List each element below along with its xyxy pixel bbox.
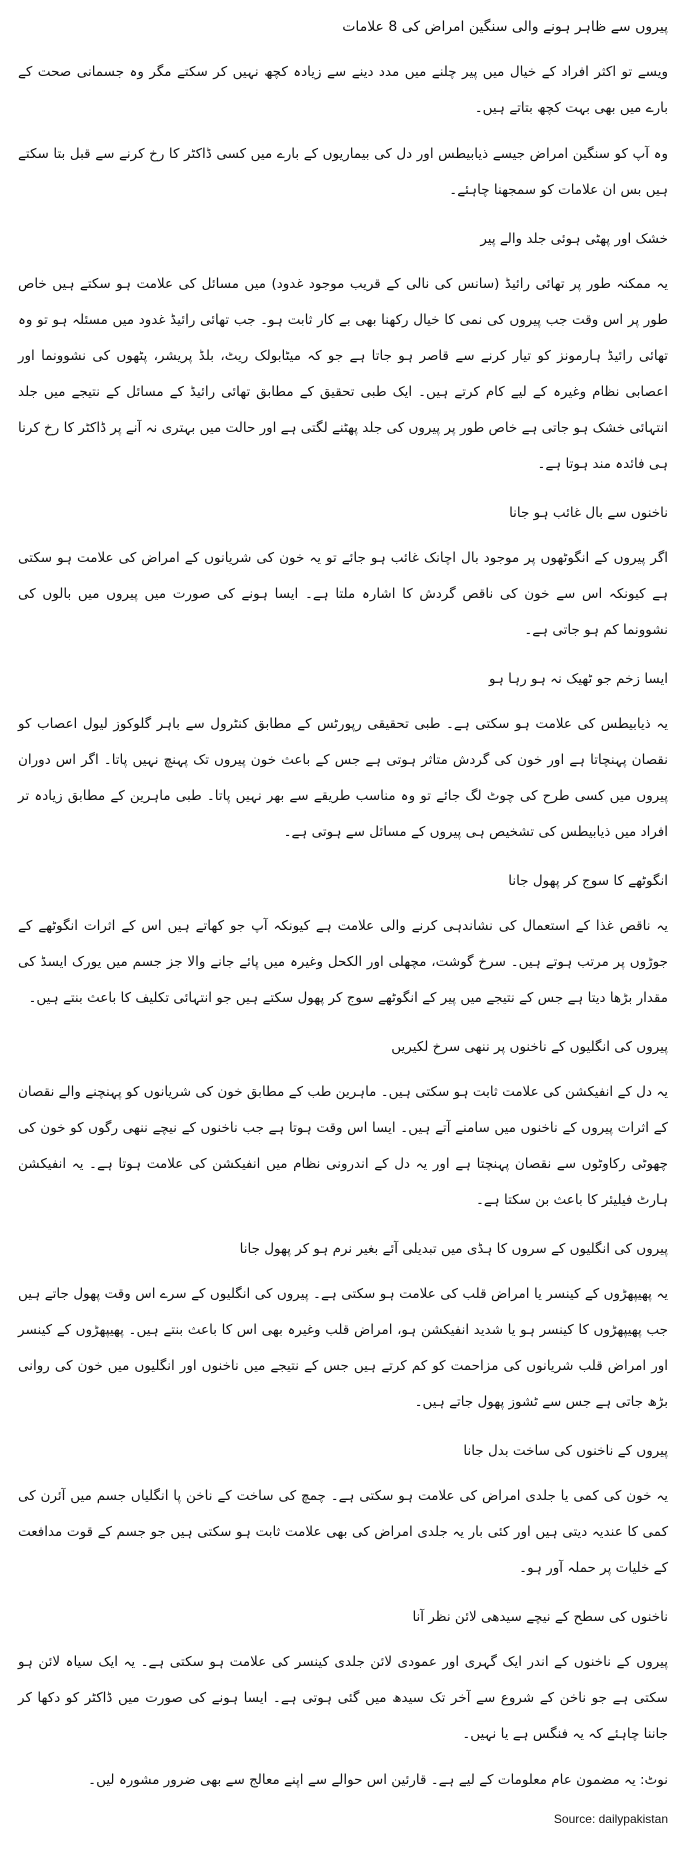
section-heading-red-lines: پیروں کی انگلیوں کے ناخنوں پر ننھی سرخ لکیریں: [391, 1039, 668, 1055]
section-body-nail-shape: یہ خون کی کمی یا جلدی امراض کی علامت ہو سکتی ہے۔ چمچ کی ساخت کے ناخن پا انگلیاں جسم میں آئرن کی کمی کا عندیہ دیتی ہیں اور کئی بار یہ جلدی امراض کی بھی علامت ثابت ہو سکتی ہیں جو جسم کے قوت مدافعت کے خلیات پر حملہ آور ہو۔: [18, 1488, 668, 1576]
source-credit: Source: dailypakistan: [553, 1812, 668, 1826]
section-heading-nail-shape: پیروں کے ناخنوں کی ساخت بدل جانا: [463, 1443, 668, 1459]
section-heading-vertical-line: ناخنوں کی سطح کے نیچے سیدھی لائن نظر آنا: [412, 1609, 668, 1625]
section-heading-clubbing: پیروں کی انگلیوں کے سروں کا ہڈی میں تبدیلی آئے بغیر نرم ہو کر پھول جانا: [239, 1241, 668, 1257]
intro-paragraph-2: وہ آپ کو سنگین امراض جیسے ذیابیطس اور دل کی بیماریوں کے بارے میں کسی ڈاکٹر کا رخ کرنے سے قبل بتا سکتے ہیں بس ان علامات کو سمجھنا چاہئے۔: [18, 146, 668, 198]
section-heading-hair-loss: ناخنوں سے بال غائب ہو جانا: [509, 505, 668, 521]
section-body-wound: یہ ذیابیطس کی علامت ہو سکتی ہے۔ طبی تحقیقی رپورٹس کے مطابق کنٹرول سے باہر گلوکوز لیول اعصاب کو نقصان پہنچاتا ہے اور خون کی گردش متاثر ہوتی ہے جس کے باعث خون پیروں تک پہنچ نہیں پاتا۔ اگر اس دوران پیروں میں کسی طرح کی چوٹ لگ جائے تو وہ مناسب طریقے سے بھر نہیں پاتا۔ طبی ماہرین کے مطابق زیادہ تر افراد میں ذیابیطس کی تشخیص ہی پیروں کے مسائل سے ہوتی ہے۔: [18, 716, 668, 840]
section-body-hair-loss: اگر پیروں کے انگوٹھوں پر موجود بال اچانک غائب ہو جائے تو یہ خون کی شریانوں کے امراض کی علامت ہو سکتی ہے کیونکہ اس سے خون کی ناقص گردش کا اشارہ ملتا ہے۔ ایسا ہونے کی صورت میں پیروں میں بالوں کی نشوونما کم ہو جاتی ہے۔: [18, 550, 668, 638]
section-body-vertical-line: پیروں کے ناخنوں کے اندر ایک گہری اور عمودی لائن جلدی کینسر کی علامت ہو سکتی ہے۔ یہ ایک سیاہ لائن ہو سکتی ہے جو ناخن کے شروع سے آخر تک سیدھ میں گئی ہوتی ہے۔ ایسا ہونے کی صورت میں ڈاکٹر کو دکھا کر جاننا چاہئے کہ یہ فنگس ہے یا نہیں۔: [18, 1654, 668, 1742]
article-title: پیروں سے ظاہر ہونے والی سنگین امراض کی 8 علامات: [342, 19, 668, 35]
section-heading-dry-skin: خشک اور پھٹی ہوئی جلد والے پیر: [480, 231, 668, 247]
section-heading-wound: ایسا زخم جو ٹھیک نہ ہو رہا ہو: [489, 671, 668, 687]
disclaimer-note: نوٹ: یہ مضمون عام معلومات کے لیے ہے۔ قارئین اس حوالے سے اپنے معالج سے بھی ضرور مشورہ لیں۔: [88, 1772, 668, 1788]
section-body-dry-skin: یہ ممکنہ طور پر تھائی رائیڈ (سانس کی نالی کے قریب موجود غدود) میں مسائل کی علامت ہو سکتے ہیں خاص طور پر اس وقت جب پیروں کی نمی کا خیال رکھنا بھی بے کار ثابت ہو۔ جب تھائی رائیڈ غدود میں مسئلہ ہو تو وہ تھائی رائیڈ ہارمونز کو تیار کرنے سے قاصر ہو جاتا ہے جو کہ میٹابولک ریٹ، بلڈ پریشر، پٹھوں کی نشوونما اور اعصابی نظام وغیرہ کے لیے کام کرتے ہیں۔ ایک طبی تحقیق کے مطابق تھائی رائیڈ کے مسائل کے نتیجے میں جلد انتہائی خشک ہو جاتی ہے خاص طور پر پیروں کی جلد پھٹنے لگتی ہے اور حالت میں بہتری نہ آنے پر ڈاکٹر کا رخ کرنا ہی فائدہ مند ہوتا ہے۔: [18, 276, 668, 472]
section-heading-swollen-toe: انگوٹھے کا سوج کر پھول جانا: [508, 873, 668, 889]
intro-paragraph-1: ویسے تو اکثر افراد کے خیال میں پیر چلنے میں مدد دینے سے زیادہ کچھ نہیں کر سکتے مگر وہ جسمانی صحت کے بارے میں بھی بہت کچھ بتاتے ہیں۔: [18, 64, 668, 116]
section-body-swollen-toe: یہ ناقص غذا کے استعمال کی نشاندہی کرنے والی علامت ہے کیونکہ آپ جو کھاتے ہیں اس کے اثرات انگوٹھے کے جوڑوں پر مرتب ہوتے ہیں۔ سرخ گوشت، مچھلی اور الکحل وغیرہ میں پائے جانے والا جز جسم میں یورک ایسڈ کی مقدار بڑھا دیتا ہے جس کے نتیجے میں پیر کے انگوٹھے سوج کر پھول سکتے ہیں جو انتہائی تکلیف کا باعث بنتے ہیں۔: [18, 918, 668, 1006]
section-body-red-lines: یہ دل کے انفیکشن کی علامت ثابت ہو سکتی ہیں۔ ماہرین طب کے مطابق خون کی شریانوں کو پہنچنے والے نقصان کے اثرات پیروں کے ناخنوں میں سامنے آتے ہیں۔ ایسا اس وقت ہوتا ہے جب ناخنوں کے نیچے ننھی رگوں کو خون کی چھوٹی رکاوٹوں سے نقصان پہنچتا ہے اور یہ دل کے اندرونی نظام میں انفیکشن کی علامت ہوتا ہے۔ یہ انفیکشن ہارٹ فیلیئر کا باعث بن سکتا ہے۔: [18, 1084, 668, 1208]
section-body-clubbing: یہ پھیپھڑوں کے کینسر یا امراض قلب کی علامت ہو سکتی ہے۔ پیروں کی انگلیوں کے سرے اس وقت پھول جاتے ہیں جب پھیپھڑوں کا کینسر ہو یا شدید انفیکشن ہو، امراض قلب وغیرہ بھی اس کا باعث بنتے ہیں۔ پھیپھڑوں کے کینسر اور امراض قلب شریانوں کی مزاحمت کو کم کرتے ہیں جس کے نتیجے میں ناخنوں اور انگلیوں میں خون کی روانی بڑھ جاتی ہے جس سے ٹشوز پھول جاتے ہیں۔: [18, 1286, 668, 1410]
